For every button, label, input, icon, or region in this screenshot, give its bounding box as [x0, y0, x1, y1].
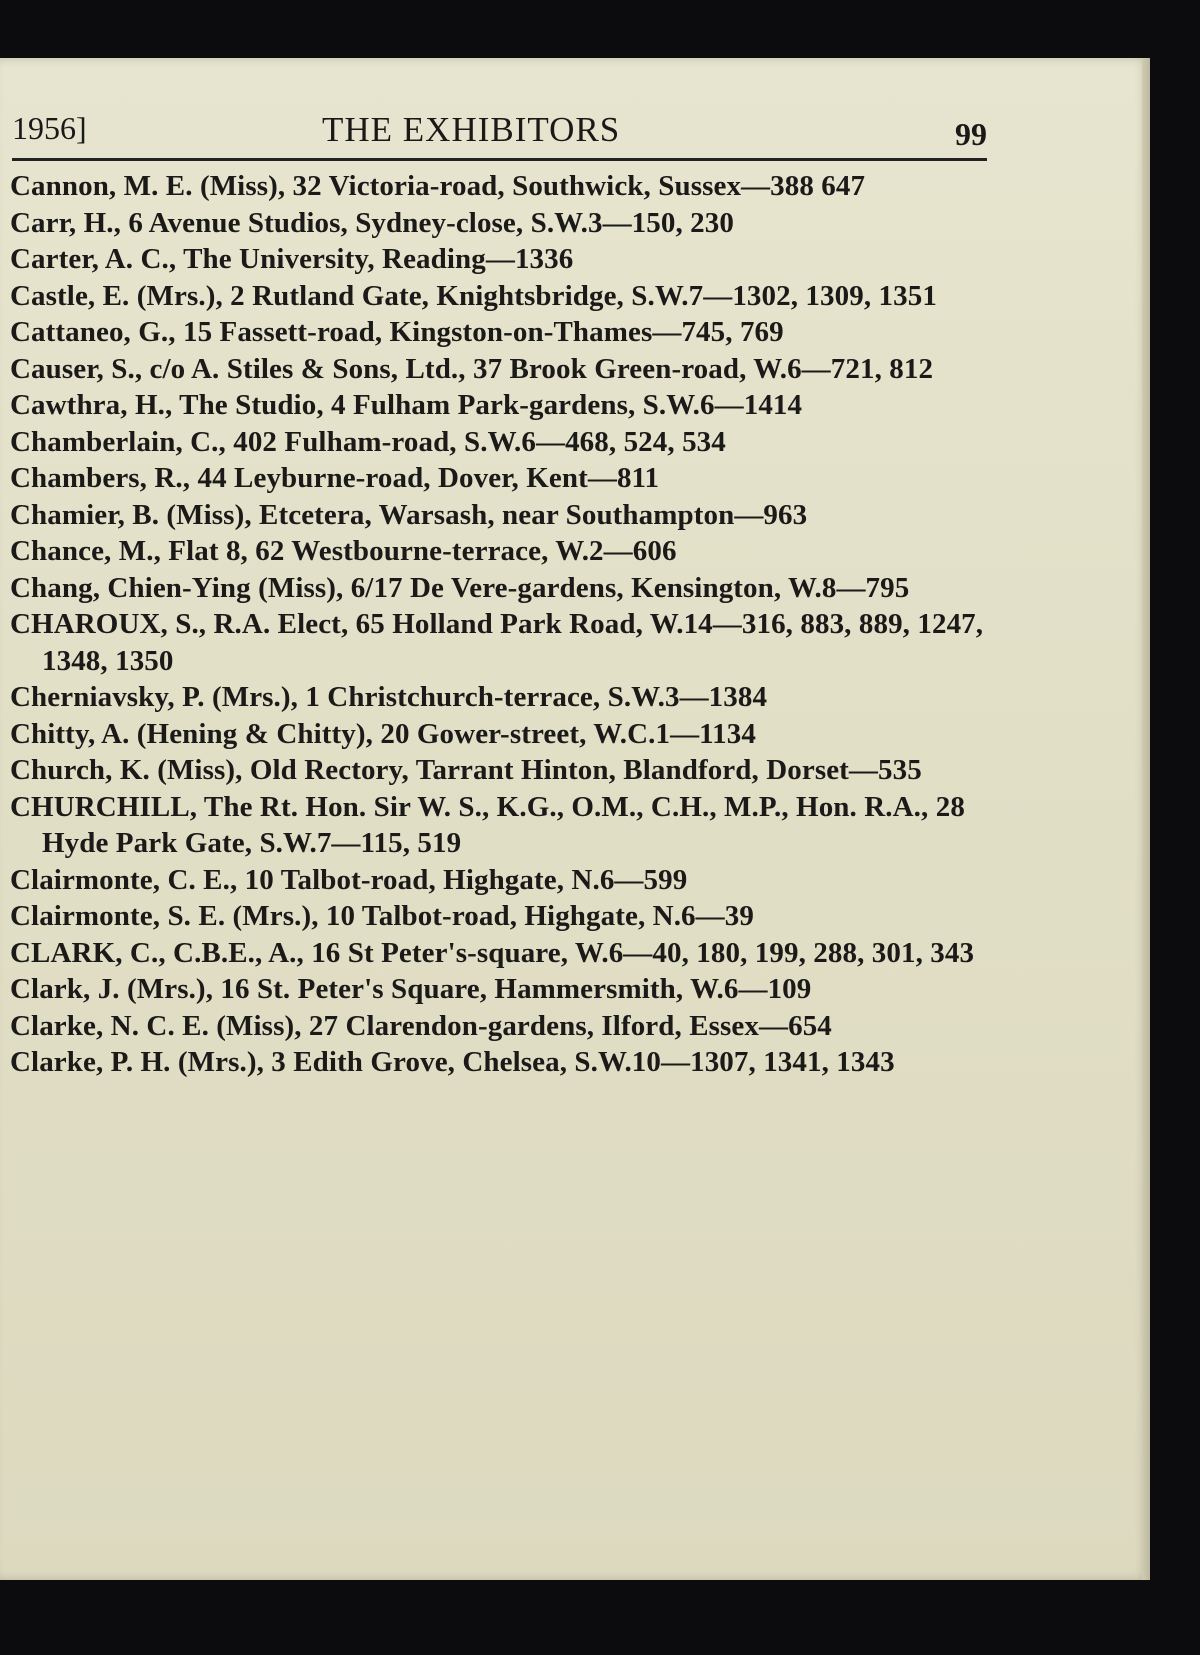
- page-number: 99: [955, 116, 987, 152]
- exhibitor-list: [10, 168, 995, 1081]
- list-item: Chamberlain, C., 402 Fulham-road, S.W.6—468, 524, 534: [10, 425, 726, 458]
- list-item: CHURCHILL, The Rt. Hon. Sir W. S., K.G., O.M., C.H., M.P., Hon. R.A., 28 Hyde Park Gate, S.W.7—115, 519: [10, 790, 965, 859]
- list-item: Cattaneo, G., 15 Fassett-road, Kingston-on-Thames—745, 769: [10, 316, 784, 348]
- page-title: THE EXHIBITORS: [322, 110, 621, 149]
- running-header: [12, 110, 987, 152]
- header-rule: [12, 158, 987, 161]
- list-item: Chambers, R., 44 Leyburne-road, Dover, Kent—811: [10, 462, 660, 494]
- list-item: Clairmonte, C. E., 10 Talbot-road, Highgate, N.6—599: [10, 863, 688, 896]
- list-item: CLARK, C., C.B.E., A., 16 St Peter's-square, W.6—40, 180, 199, 288, 301, 343: [10, 936, 975, 969]
- list-item: Carr, H., 6 Avenue Studios, Sydney-close, S.W.3—150, 230: [10, 206, 734, 239]
- list-item: Carter, A. C., The University, Reading—1336: [10, 243, 574, 275]
- list-item: Cherniavsky, P. (Mrs.), 1 Christchurch-terrace, S.W.3—1384: [10, 681, 768, 713]
- list-item: Clairmonte, S. E. (Mrs.), 10 Talbot-road, Highgate, N.6—39: [10, 900, 754, 932]
- header-year: 1956]: [12, 110, 87, 146]
- list-item: Church, K. (Miss), Old Rectory, Tarrant Hinton, Blandford, Dorset—535: [10, 754, 922, 786]
- list-item: Causer, S., c/o A. Stiles & Sons, Ltd., 37 Brook Green-road, W.6—721, 812: [10, 352, 934, 385]
- list-item: Chitty, A. (Hening & Chitty), 20 Gower-street, W.C.1—1134: [10, 717, 756, 750]
- list-item: Clarke, N. C. E. (Miss), 27 Clarendon-gardens, Ilford, Essex—654: [10, 1009, 832, 1042]
- list-item: Cawthra, H., The Studio, 4 Fulham Park-gardens, S.W.6—1414: [10, 389, 803, 421]
- list-item: Cannon, M. E. (Miss), 32 Victoria-road, Southwick, Sussex—388 647: [10, 170, 866, 202]
- page-edge: [1142, 58, 1150, 1580]
- list-item: Chang, Chien-Ying (Miss), 6/17 De Vere-gardens, Kensington, W.8—795: [10, 571, 910, 604]
- list-item: Clarke, P. H. (Mrs.), 3 Edith Grove, Chelsea, S.W.10—1307, 1341, 1343: [10, 1046, 895, 1078]
- list-item: Clark, J. (Mrs.), 16 St. Peter's Square, Hammersmith, W.6—109: [10, 973, 812, 1005]
- list-item: Chamier, B. (Miss), Etcetera, Warsash, near Southampton—963: [10, 498, 808, 531]
- list-item: CHAROUX, S., R.A. Elect, 65 Holland Park Road, W.14—316, 883, 889, 1247, 1348, 1350: [10, 608, 984, 677]
- list-item: Castle, E. (Mrs.), 2 Rutland Gate, Knightsbridge, S.W.7—1302, 1309, 1351: [10, 279, 937, 312]
- list-item: Chance, M., Flat 8, 62 Westbourne-terrace, W.2—606: [10, 535, 677, 567]
